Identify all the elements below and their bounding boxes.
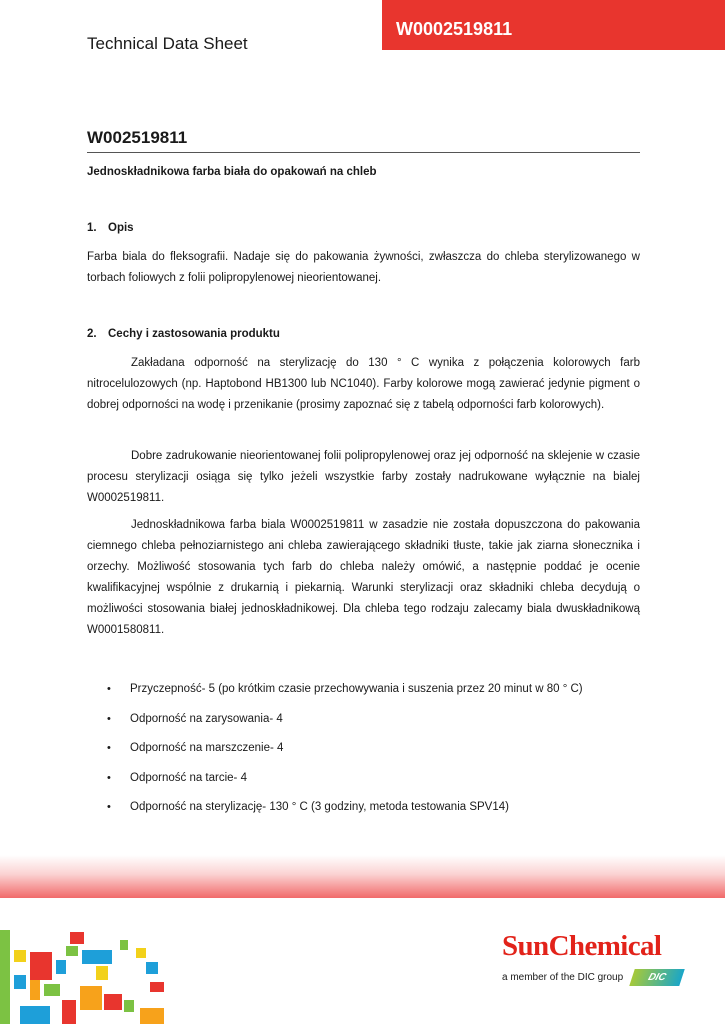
section-title: Cechy i zastosowania produktu [108,328,280,340]
list-item-text: Przyczepność- 5 (po krótkim czasie przechowywania i suszenia przez 20 minut w 80 ° C) [130,683,583,695]
list-item [87,709,647,739]
features-paragraph-2: Dobre zadrukowanie nieorientowanej folii polipropylenowej oraz jej odporność na sklejenie w czasie procesu sterylizacji osiąga się tylko jeżeli wszystkie farby zostały nadrukowane wyłącznie na bialej W0002519811. [87,450,640,504]
bullet-icon: • [107,801,111,813]
list-item-text: Odporność na marszczenie- 4 [130,742,284,754]
section-heading-features [87,328,280,340]
footer-gradient-band [0,855,725,898]
list-item-text: Odporność na sterylizację- 130 ° C (3 godziny, metoda testowania SPV14) [130,801,509,813]
list-item [87,768,647,798]
list-item [87,797,647,827]
list-item-text: Odporność na zarysowania- 4 [130,712,283,725]
properties-list [87,679,647,827]
product-code-badge-text: W0002519811 [396,19,513,39]
list-item-text: Odporność na tarcie- 4 [130,771,247,784]
bullet-icon: • [107,771,111,784]
dic-logo-mark: DIC [629,969,685,986]
color-mosaic-graphic [0,920,170,1024]
section-heading-description [87,222,134,234]
product-code-badge [382,0,725,50]
header-doc-type: Technical Data Sheet [87,34,248,53]
bullet-icon: • [107,712,111,725]
features-paragraph-3: Jednoskładnikowa farba biala W0002519811 w zasadzie nie została dopuszczona do pakowania ciemnego chleba pełnoziarnistego ani chleba zawierającego składniki tłuste, takie jak ziarna słonecznika i orzechy. Możliwość stosowania tych farb do chleba należy omówić, a następnie poddać je ocenie kwalifikacyjnej wspólnie z drukarnią i piekarnią. Warunki sterylizacji oraz składniki chleba decydują o możliwości stosowania białej jednoskładnikowej. Dla chleba tego rodzaju zalecamy biala dwuskładnikową W0001580811. [87,519,640,636]
description-paragraph: Farba biala do fleksografii. Nadaje się do pakowania żywności, zwłaszcza do chleba sterylizowanego w torbach foliowych z folii polipropylenowej nieorientowanej. [87,251,640,284]
list-item [87,679,647,709]
section-number: 1. [87,222,97,234]
product-subtitle: Jednoskładnikowa farba biała do opakowań na chleb [87,166,377,178]
sunchemical-logo [500,930,690,1000]
logo-tagline: a member of the DIC group [502,972,624,983]
bullet-icon: • [107,683,111,695]
list-item [87,738,647,768]
section-number: 2. [87,328,97,340]
logo-wordmark: SunChemical [502,930,662,962]
section-title: Opis [108,222,134,234]
product-code-heading: W002519811 [87,128,188,147]
bullet-icon: • [107,742,111,754]
heading-divider [87,152,640,153]
features-paragraph-1: Zakładana odporność na sterylizację do 130 ° C wynika z połączenia kolorowych farb nitrocelulozowych (np. Haptobond HB1300 lub NC1040). Farby kolorowe mogą zawierać jedynie pigment o dobrej odporności na wodę i przenikanie (prosimy zapoznać się z tabelą odporności farb kolorowych). [87,357,640,411]
